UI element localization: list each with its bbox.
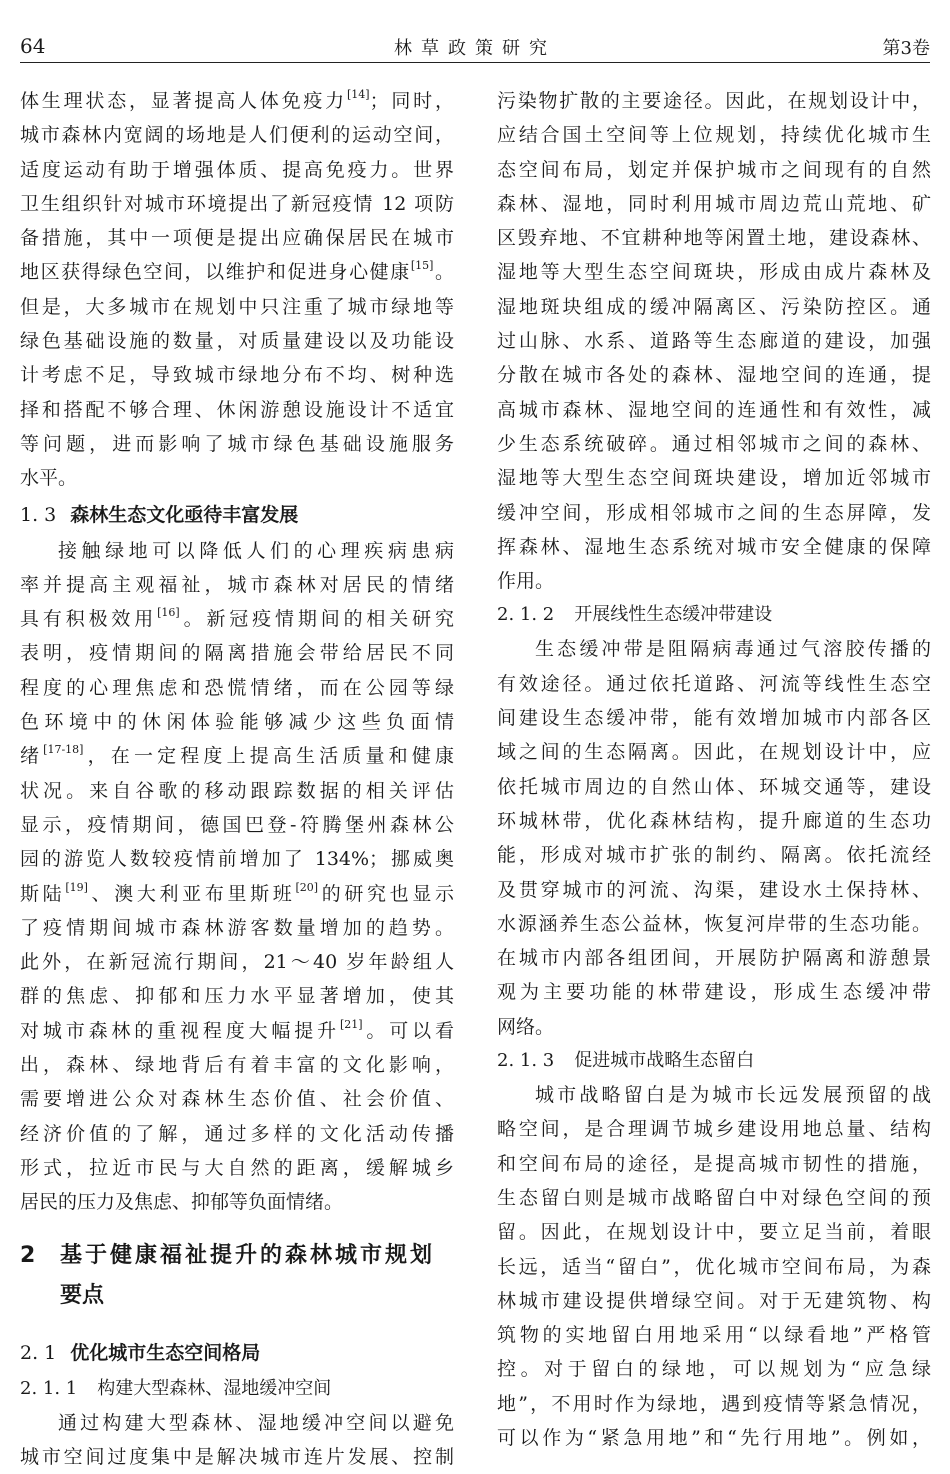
subsection-heading-2-1-1 [20,1372,454,1406]
text-run: 污染物扩散的主要途径。因此，在规划设计中， [497,90,931,112]
text-run: 态空间布局，划定并保护城市之间现有的自然 [497,159,931,181]
text-run: 通过构建大型森林、湿地缓冲空间以避免 [58,1412,454,1434]
text-line [497,221,931,255]
text-line [497,1010,931,1044]
left-column [20,84,454,1474]
text-run: 略空间，是合理调节城乡建设用地总量、结构 [497,1118,931,1140]
text-line [497,1250,931,1284]
text-run: 。可以看 [363,1020,454,1042]
text-line [497,84,931,118]
text-run: 。 [433,261,454,283]
text-line [20,324,454,358]
text-run: ，在一定程度上提高生活质量和健康 [83,745,454,767]
text-line [497,530,931,564]
page-number: 64 [20,34,45,58]
text-run: 长远，适当“留白”，优化城市空间布局，为森 [497,1256,931,1278]
citation-ref: [17-18] [43,743,83,756]
text-line [20,911,454,945]
paragraph [20,534,454,1220]
text-line [20,358,454,392]
text-run: 卫生组织针对城市环境提出了新冠疫情 12 项防 [20,193,454,215]
text-run: 挥森林、湿地生态系统对城市安全健康的保障 [497,536,931,558]
text-run: 可以作为“紧急用地”和“先行用地”。例如， [497,1427,931,1449]
text-run: 程度的心理焦虑和恐慌情绪，而在公园等绿 [20,677,454,699]
text-line [20,1014,454,1048]
text-run: 此外，在新冠流行期间，21～40 岁年龄组人 [20,951,454,973]
text-line [497,1215,931,1249]
text-line [497,770,931,804]
text-line [497,1421,931,1455]
text-line [20,877,454,911]
text-line [497,1112,931,1146]
paragraph [497,1078,931,1455]
text-run: 。新冠疫情期间的相关研究 [180,608,454,630]
text-line [20,534,454,568]
text-run: 区毁弃地、不宜耕种地等闲置土地，建设森林、 [497,227,931,249]
text-run: 高城市森林、湿地空间的连通性和有效性，减 [497,399,931,421]
text-run: 显示，疫情期间，德国巴登-符腾堡州森林公 [20,814,454,836]
text-line [497,187,931,221]
volume-label: 第3卷 [883,34,930,60]
text-run: 城市空间过度集中是解决城市连片发展、控制 [20,1446,454,1468]
text-run: 接触绿地可以降低人们的心理疾病患病 [58,540,454,562]
text-run: 网络。 [497,1016,554,1038]
text-line [497,667,931,701]
subsection-heading-2-1-3 [497,1044,931,1078]
subsection-title: 构建大型森林、湿地缓冲空间 [97,1378,331,1399]
text-line [497,393,931,427]
text-run: 湿地等大型生态空间斑块建设，增加近邻城市 [497,467,931,489]
text-run: 过山脉、水系、道路等生态廊道的建设，加强 [497,330,931,352]
text-line [20,636,454,670]
citation-ref: [16] [157,606,180,619]
text-run: 状况。来自谷歌的移动跟踪数据的相关评估 [20,780,454,802]
text-run: 择和搭配不够合理、休闲游憩设施设计不适宜 [20,399,454,421]
text-line [497,735,931,769]
text-run: 林城市建设提供增绿空间。对于无建筑物、构 [497,1290,931,1312]
text-run: 作用。 [497,570,554,592]
section-heading-2 [20,1236,454,1316]
section-title-line2: 要点 [60,1283,104,1308]
section-number: 2. 1 [20,1334,56,1372]
text-line [497,564,931,598]
text-run: 少生态系统破碎。通过相邻城市之间的森林、 [497,433,931,455]
paragraph [20,84,454,496]
text-run: 分散在城市各处的森林、湿地空间的连通，提 [497,364,931,386]
text-run: 出，森林、绿地背后有着丰富的文化影响， [20,1054,454,1076]
text-line [20,1048,454,1082]
text-line [497,324,931,358]
text-run: 群的焦虑、抑郁和压力水平显著增加，使其 [20,985,454,1007]
text-run: 生态缓冲带是阻隔病毒通过气溶胶传播的 [535,638,931,660]
subsection-number: 2. 1. 3 [497,1044,554,1078]
text-line [497,1352,931,1386]
text-line [497,118,931,152]
text-run: 应结合国土空间等上位规划，持续优化城市生 [497,124,931,146]
text-run: ；同时， [370,90,454,112]
text-run: 观为主要功能的林带建设，形成生态缓冲带 [497,981,931,1003]
text-line [20,568,454,602]
journal-title: 林草政策研究 [20,34,930,60]
paragraph [497,84,931,598]
subsection-heading-2-1-2 [497,598,931,632]
text-run: 及贯穿城市的河流、沟渠，建设水土保持林、 [497,879,931,901]
text-line [497,632,931,666]
text-line [497,873,931,907]
text-line [497,1387,931,1421]
text-line [20,1151,454,1185]
section-title-line1: 基于健康福祉提升的森林城市规划 [60,1243,435,1268]
text-run: 等问题，进而影响了城市绿色基础设施服务 [20,433,454,455]
text-run: 居民的压力及焦虑、抑郁等负面情绪。 [20,1191,343,1213]
text-line [497,1078,931,1112]
text-line [497,838,931,872]
citation-ref: [19] [65,881,88,894]
text-line [20,739,454,773]
text-run: 森林、湿地，同时利用城市周边荒山荒地、矿 [497,193,931,215]
text-line [20,1440,454,1474]
text-line [497,255,931,289]
text-run: 控。对于留白的绿地，可以规划为“应急绿 [497,1358,931,1380]
section-heading-2-1 [20,1334,454,1372]
text-run: 园的游览人数较疫情前增加了 134%；挪威奥 [20,848,454,870]
text-line [497,1147,931,1181]
text-line [20,1117,454,1151]
text-run: 需要增进公众对森林生态价值、社会价值、 [20,1088,454,1110]
text-run: 依托城市周边的自然山体、环城交通等，建设 [497,776,931,798]
text-line [20,84,454,118]
text-run: 城市战略留白是为城市长远发展预留的战 [535,1084,931,1106]
text-line [497,1318,931,1352]
section-heading-1-3 [20,496,454,534]
text-run: 具有积极效用 [20,608,157,630]
text-line [20,1185,454,1219]
text-line [497,461,931,495]
text-run: 体生理状态，显著提高人体免疫力 [20,90,347,112]
text-line [497,941,931,975]
text-run: 湿地等大型生态空间斑块，形成由成片森林及 [497,261,931,283]
text-line [20,705,454,739]
subsection-title: 促进城市战略生态留白 [574,1050,754,1071]
text-line [20,842,454,876]
text-line [20,774,454,808]
text-line [20,1082,454,1116]
subsection-title: 开展线性生态缓冲带建设 [574,604,772,625]
text-run: 率并提高主观福祉，城市森林对居民的情绪 [20,574,454,596]
text-run: 生态留白则是城市战略留白中对绿色空间的预 [497,1187,931,1209]
text-run: 湿地斑块组成的缓冲隔离区、污染防控区。通 [497,296,931,318]
text-line [20,187,454,221]
text-run: 缓冲空间，形成相邻城市之间的生态屏障，发 [497,502,931,524]
section-number: 2 [20,1236,60,1276]
text-run: 、澳大利亚布里斯班 [88,883,296,905]
paragraph [497,632,931,1044]
text-line [20,290,454,324]
text-line [20,1406,454,1440]
text-run: 对城市森林的重视程度大幅提升 [20,1020,340,1042]
text-line [20,671,454,705]
text-line [497,290,931,324]
text-line [497,804,931,838]
text-line [497,1284,931,1318]
running-header [20,30,930,63]
text-run: 但是，大多城市在规划中只注重了城市绿地等 [20,296,454,318]
text-line [20,945,454,979]
text-run: 环城林带，优化森林结构，提升廊道的生态功 [497,810,931,832]
text-line [20,602,454,636]
subsection-number: 2. 1. 2 [497,598,554,632]
text-line [497,358,931,392]
text-line [497,975,931,1009]
text-run: 备措施，其中一项便是提出应确保居民在城市 [20,227,454,249]
text-line [20,808,454,842]
text-run: 绿色基础设施的数量，对质量建设以及功能设 [20,330,454,352]
text-run: 城市森林内宽阔的场地是人们便利的运动空间， [20,124,454,146]
text-line [497,153,931,187]
section-title: 优化城市生态空间格局 [70,1342,260,1364]
text-run: 适度运动有助于增强体质、提高免疫力。世界 [20,159,454,181]
text-run: 表明，疫情期间的隔离措施会带给居民不同 [20,642,454,664]
text-line [20,393,454,427]
text-run: 经济价值的了解，通过多样的文化活动传播 [20,1123,454,1145]
text-run: 计考虑不足，导致城市绿地分布不均、树种选 [20,364,454,386]
text-run: 形式，拉近市民与大自然的距离，缓解城乡 [20,1157,454,1179]
text-line [497,907,931,941]
text-run: 和空间布局的途径，是提高城市韧性的措施， [497,1153,931,1175]
text-run: 水源涵养生态公益林，恢复河岸带的生态功能。 [497,913,931,935]
text-run: 能，形成对城市扩张的制约、隔离。依托流经 [497,844,931,866]
text-line [20,461,454,495]
text-run: 绪 [20,745,43,767]
right-column [497,84,931,1455]
section-number: 1. 3 [20,496,56,534]
text-run: 斯陆 [20,883,65,905]
section-title: 森林生态文化亟待丰富发展 [70,504,298,526]
text-run: 在城市内部各组团间，开展防护隔离和游憩景 [497,947,931,969]
text-line [497,701,931,735]
text-line [497,496,931,530]
text-run: 域之间的生态隔离。因此，在规划设计中，应 [497,741,931,763]
citation-ref: [20] [295,881,318,894]
text-line [20,221,454,255]
text-run: 色环境中的休闲体验能够减少这些负面情 [20,711,454,733]
text-line [497,427,931,461]
text-line [20,118,454,152]
text-line [20,427,454,461]
text-run: 筑物的实地留白用地采用“以绿看地”严格管 [497,1324,931,1346]
text-run: 留。因此，在规划设计中，要立足当前，着眼 [497,1221,931,1243]
text-run: 有效途径。通过依托道路、河流等线性生态空 [497,673,931,695]
text-run: 地”，不用时作为绿地，遇到疫情等紧急情况， [497,1393,931,1415]
text-run: 间建设生态缓冲带，能有效增加城市内部各区 [497,707,931,729]
text-line [20,255,454,289]
text-run: 的研究也显示 [318,883,454,905]
citation-ref: [14] [347,88,370,101]
text-run: 水平。 [20,467,77,489]
citation-ref: [15] [411,259,434,272]
text-run: 地区获得绿色空间，以维护和促进身心健康 [20,261,411,283]
text-line [20,153,454,187]
text-run: 了疫情期间城市森林游客数量增加的趋势。 [20,917,454,939]
text-line [497,1181,931,1215]
text-line [20,979,454,1013]
citation-ref: [21] [340,1018,363,1031]
subsection-number: 2. 1. 1 [20,1372,77,1406]
paragraph [20,1406,454,1474]
